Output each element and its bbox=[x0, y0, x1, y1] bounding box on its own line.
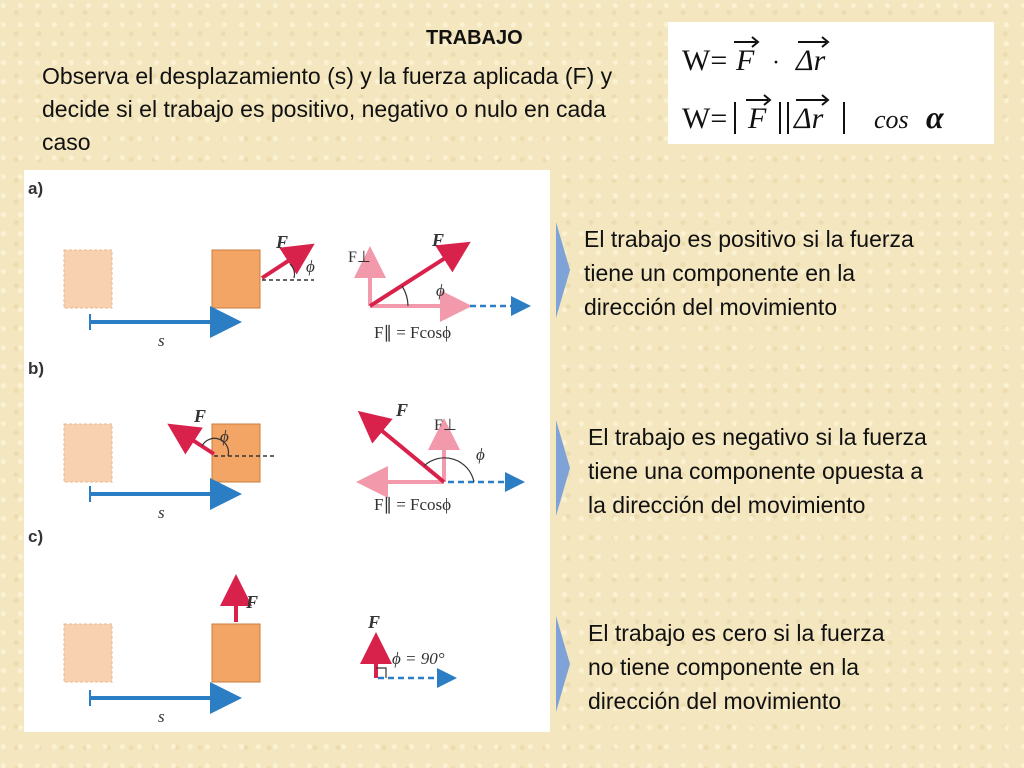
explanation-c bbox=[556, 616, 1016, 712]
case-b-box-start bbox=[64, 424, 112, 482]
case-a-angle-arc bbox=[290, 264, 295, 278]
explanation-a-line-1: El trabajo es positivo si la fuerza bbox=[584, 226, 914, 252]
diagram-panel bbox=[24, 170, 550, 732]
case-a-s-label: s bbox=[158, 331, 165, 350]
case-a-box-end bbox=[212, 250, 260, 308]
chevron-right-icon bbox=[556, 616, 570, 712]
formula-svg bbox=[668, 22, 994, 144]
case-a-box-start bbox=[64, 250, 112, 308]
formula-box bbox=[668, 22, 994, 144]
case-b-phi-label: ϕ bbox=[220, 427, 229, 446]
case-a-F-label: F bbox=[276, 232, 289, 252]
case-b-perp-label: F⊥ bbox=[434, 417, 457, 434]
chevron-right-icon bbox=[556, 420, 570, 516]
formula2-lhs: W= bbox=[682, 102, 728, 135]
case-c-F-label: F bbox=[246, 592, 259, 612]
case-b-parallel-label: F∥ = Fcosϕ bbox=[374, 495, 452, 514]
case-b-force-arrow bbox=[174, 428, 214, 454]
case-a-force-decomposed bbox=[370, 246, 464, 306]
case-c-box-end bbox=[212, 624, 260, 682]
explanation-b bbox=[556, 420, 1016, 516]
case-a-phi-label-2: ϕ bbox=[436, 281, 445, 300]
case-a-label: a) bbox=[28, 179, 44, 198]
explanation-b-line-1: El trabajo es negativo si la fuerza bbox=[588, 424, 927, 450]
case-a-parallel-label: F∥ = Fcosϕ bbox=[374, 323, 452, 342]
case-c-F-label-2: F bbox=[368, 612, 381, 632]
explanation-a bbox=[556, 222, 1016, 318]
formula2-alpha: α bbox=[926, 99, 944, 135]
case-b-F-label: F bbox=[194, 406, 207, 426]
case-c-label: c) bbox=[28, 527, 44, 546]
case-b-label: b) bbox=[28, 359, 45, 378]
case-a-perp-label: F⊥ bbox=[348, 249, 371, 266]
explanation-b-line-2: tiene una componente opuesta a bbox=[588, 458, 924, 484]
explanation-c-line-3: dirección del movimiento bbox=[588, 688, 842, 714]
formula1-F: F bbox=[736, 44, 755, 77]
explanation-c-line-2: no tiene componente en la bbox=[588, 654, 860, 680]
explanation-c-line-1: El trabajo es cero si la fuerza bbox=[588, 620, 885, 646]
case-b-F-label-2: F bbox=[396, 400, 409, 420]
case-b-force-decomposed bbox=[364, 416, 444, 482]
case-c-box-start bbox=[64, 624, 112, 682]
page-title: TRABAJO bbox=[426, 27, 523, 49]
formula1-lhs: W= bbox=[682, 44, 728, 77]
formula2-F: F bbox=[748, 102, 767, 135]
case-a-phi-label: ϕ bbox=[306, 257, 315, 276]
case-c-s-label: s bbox=[158, 707, 165, 726]
work-diagram bbox=[24, 170, 550, 732]
chevron-right-icon bbox=[556, 222, 570, 318]
explanation-a-line-2: tiene un componente en la bbox=[584, 260, 856, 286]
explanation-a-line-3: dirección del movimiento bbox=[584, 294, 838, 320]
case-b-phi-label-2: ϕ bbox=[476, 445, 485, 464]
formula1-r: Δr bbox=[796, 44, 826, 77]
case-a-angle-arc-2 bbox=[402, 286, 408, 306]
case-a-force-arrow bbox=[262, 248, 308, 278]
case-a-F-label-2: F bbox=[432, 230, 445, 250]
formula2-r: Δr bbox=[794, 102, 824, 135]
formula2-cos: cos bbox=[874, 105, 909, 134]
case-b-s-label: s bbox=[158, 503, 165, 522]
intro-text: Observa el desplazamiento (s) y la fuerza aplicada (F) y decide si el trabajo es positivo, negativo o nulo en cada caso bbox=[42, 63, 613, 155]
explanation-b-line-3: la dirección del movimiento bbox=[588, 492, 866, 518]
formula1-dot: · bbox=[772, 50, 780, 76]
case-c-angle-label: ϕ = 90° bbox=[392, 649, 445, 668]
